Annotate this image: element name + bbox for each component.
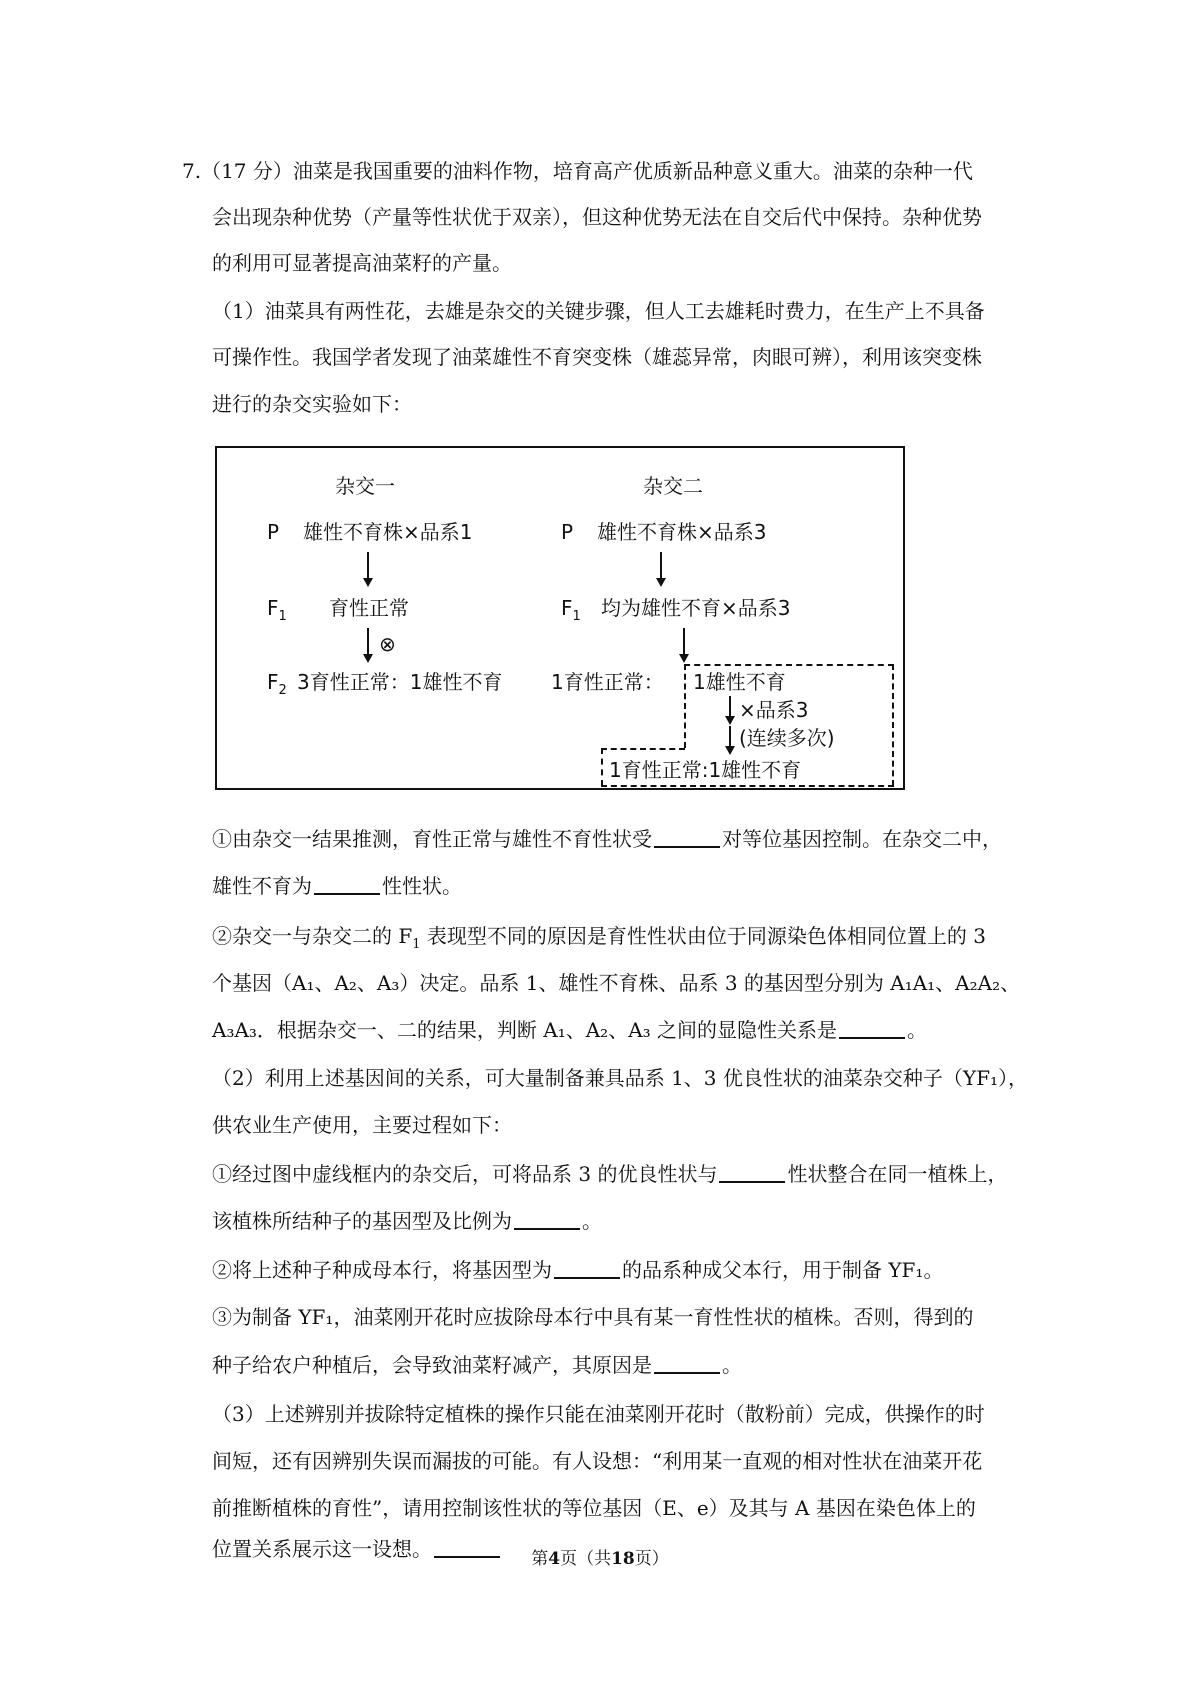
- cross2-result-normal: 1育性正常：: [551, 670, 664, 694]
- arrow-down-icon: [723, 696, 737, 726]
- part1-line-3: 进行的杂交实验如下：: [212, 392, 412, 416]
- answer-blank[interactable]: [314, 871, 380, 895]
- q1b-line-2: 个基因（A₁、A₂、A₃）决定。品系 1、雄性不育株、品系 3 的基因型分别为 A₁A₁、A₂A₂、: [212, 971, 1021, 995]
- dashed-frame-step: [601, 748, 685, 750]
- part3-line-1: （3）上述辨别并拔除特定植株的操作只能在油菜刚开花时（散粉前）完成，供操作的时: [212, 1402, 985, 1426]
- self-cross-icon: ⊗: [379, 632, 396, 656]
- cross2-title: 杂交二: [643, 474, 703, 498]
- cross1-f1: 育性正常: [329, 596, 409, 620]
- cross2-result-sterile: 1雄性不育: [693, 670, 786, 694]
- answer-blank[interactable]: [654, 1350, 720, 1374]
- f2-label: $F_2$: [267, 670, 287, 698]
- answer-blank[interactable]: [719, 1159, 785, 1183]
- answer-blank[interactable]: [514, 1206, 580, 1230]
- part3-line-3: 前推断植株的育性”，请用控制该性状的等位基因（E、e）及其与 A 基因在染色体上的: [212, 1496, 976, 1520]
- dashed-frame-right: [892, 664, 894, 786]
- p-label-2: P: [561, 520, 574, 544]
- page-footer: 第4页（共18页）: [531, 1549, 669, 1569]
- page-total: 18: [611, 1549, 635, 1569]
- question-intro-line-2: 会出现杂种优势（产量等性状优于双亲），但这种优势无法在自交后代中保持。杂种优势: [212, 205, 982, 229]
- part2-line-1: （2）利用上述基因间的关系，可大量制备兼具品系 1、3 优良性状的油菜杂交种子（YF₁），: [212, 1066, 1028, 1090]
- cross2-parents: 雄性不育株×品系3: [597, 520, 767, 544]
- q1b-line-3: A₃A₃．根据杂交一、二的结果，判断 A₁、A₂、A₃ 之间的显隐性关系是 。: [212, 1007, 927, 1053]
- answer-blank[interactable]: [554, 1255, 620, 1279]
- q2c-line-2: 种子给农户种植后，会导致油菜籽减产，其原因是 。: [212, 1342, 742, 1388]
- q1b-line-1: ②杂交一与杂交二的 $F_1$ 表现型不同的原因是育性性状由位于同源染色体相同位置上的 3: [212, 924, 986, 952]
- answer-blank[interactable]: [839, 1015, 905, 1039]
- backcross-label: ×品系3: [739, 698, 809, 722]
- dashed-frame-bottom: [601, 785, 894, 787]
- q1a-line-2: 雄性不育为 性性状。: [212, 863, 462, 909]
- question-intro-line-3: 的利用可显著提高油菜籽的产量。: [212, 251, 512, 275]
- q2a-line-1: ①经过图中虚线框内的杂交后，可将品系 3 的优良性状与 性状整合在同一植株上，: [212, 1151, 1007, 1197]
- dashed-frame-left-upper: [684, 664, 686, 748]
- arrow-down-icon: [677, 628, 691, 664]
- page-number: 4: [548, 1549, 561, 1569]
- part1-line-2: 可操作性。我国学者发现了油菜雄性不育突变株（雄蕊异常，肉眼可辨），利用该突变株: [212, 345, 982, 369]
- question-number: 7.（17 分）: [182, 159, 293, 183]
- part3-line-4: 位置关系展示这一设想。: [212, 1526, 502, 1572]
- p-label-1: P: [267, 520, 280, 544]
- q2b-line: ②将上述种子种成母本行，将基因型为 的品系种成父本行，用于制备 YF₁。: [212, 1247, 943, 1293]
- arrow-down-icon: [654, 552, 668, 588]
- cross1-parents: 雄性不育株×品系1: [303, 520, 473, 544]
- q2a-line-2: 该植株所结种子的基因型及比例为 。: [212, 1198, 602, 1244]
- arrow-down-icon: [723, 726, 737, 756]
- answer-blank[interactable]: [654, 824, 720, 848]
- q1a-line-1: ①由杂交一结果推测，育性正常与雄性不育性状受 对等位基因控制。在杂交二中，: [212, 816, 1002, 862]
- f1-label-1: $F_1$: [267, 596, 287, 624]
- dashed-frame-top: [684, 664, 894, 666]
- question-intro-line-1: 7.（17 分）油菜是我国重要的油料作物，培育高产优质新品种意义重大。油菜的杂种一代: [182, 159, 973, 183]
- part2-line-2: 供农业生产使用，主要过程如下：: [212, 1113, 512, 1137]
- q2c-line-1: ③为制备 YF₁，油菜刚开花时应拔除母本行中具有某一育性性状的植株。否则，得到的: [212, 1305, 974, 1329]
- dashed-frame-left-lower: [601, 748, 603, 786]
- cross1-f2-ratio: 3育性正常：1雄性不育: [297, 670, 503, 694]
- arrow-down-icon: [361, 628, 375, 664]
- cross2-f1: 均为雄性不育×品系3: [601, 596, 791, 620]
- part1-line-1: （1）油菜具有两性花，去雄是杂交的关键步骤，但人工去雄耗时费力，在生产上不具备: [212, 299, 985, 323]
- f1-label-2: $F_1$: [561, 596, 581, 624]
- cross2-final-ratio: 1育性正常:1雄性不育: [609, 758, 802, 782]
- cross1-title: 杂交一: [335, 474, 395, 498]
- repeat-label: (连续多次): [739, 726, 835, 750]
- part3-line-2: 间短，还有因辨别失误而漏拔的可能。有人设想：“利用某一直观的相对性状在油菜开花: [212, 1449, 983, 1473]
- arrow-down-icon: [361, 552, 375, 588]
- cross-diagram: [215, 446, 905, 790]
